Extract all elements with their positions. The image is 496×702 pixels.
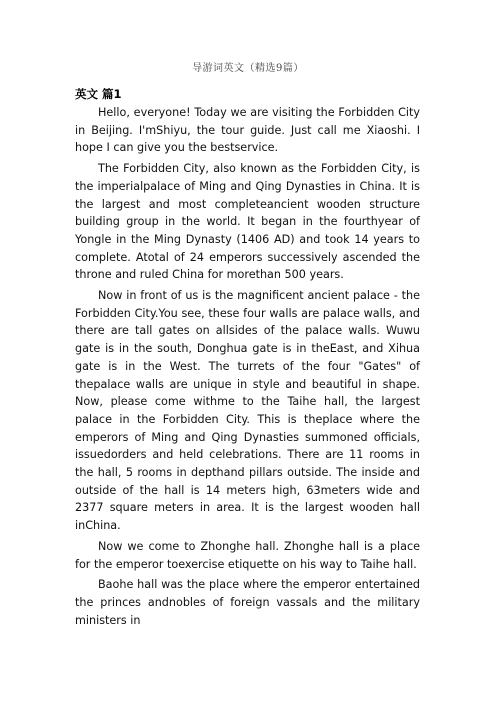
paragraph-history: The Forbidden City, also known as the Forbidden City, is the imperialpalace of Ming and Qing Dynasties in China. It is the largest and most completeancient wooden structure building group in the world. It began in the fourthyear of Yongle in the Ming Dynasty (1406 AD) and took 14 years to complete. Atotal of 24 emperors successively ascended the throne and ruled China for morethan 500 years.: [75, 162, 420, 282]
paragraph-palace-walls: Now in front of us is the magnificent ancient palace - the Forbidden City.You see, these four walls are palace walls, and there are tall gates on allsides of the palace walls. Wuwu gate is in the south, Donghua gate is in theEast, and Xihua gate is in the West. The turrets of the four "Gates" of thepalace walls are unique in style and beautiful in shape. Now, please come withme to the Taihe hall, the largest palace in the Forbidden City. This is theplace where the emperors of Ming and Qing Dynasties summoned officials, issuedorders and held celebrations. There are 11 rooms in the hall, 5 rooms in depthand pillars outside. The inside and outside of the hall is 14 meters high, 63meters wide and 2377 square meters in area. It is the largest wooden hall inChina.: [75, 289, 420, 533]
document-body: [75, 104, 420, 629]
document-title: 导游词英文（精选9篇）: [192, 63, 304, 74]
section-heading: 英文 篇1: [75, 87, 122, 101]
paragraph-baohe-hall: Baohe hall was the place where the emperor entertained the princes andnobles of foreign vassals and the military ministers in: [75, 578, 420, 627]
paragraph-zhonghe-hall: Now we come to Zhonghe hall. Zhonghe hall is a place for the emperor toexercise etiquette on his way to Taihe hall.: [75, 539, 420, 571]
paragraph-intro: Hello, everyone! Today we are visiting the Forbidden City in Beijing. I'mShiyu, the tour guide. Just call me Xiaoshi. I hope I can give you the bestservice.: [75, 106, 420, 155]
